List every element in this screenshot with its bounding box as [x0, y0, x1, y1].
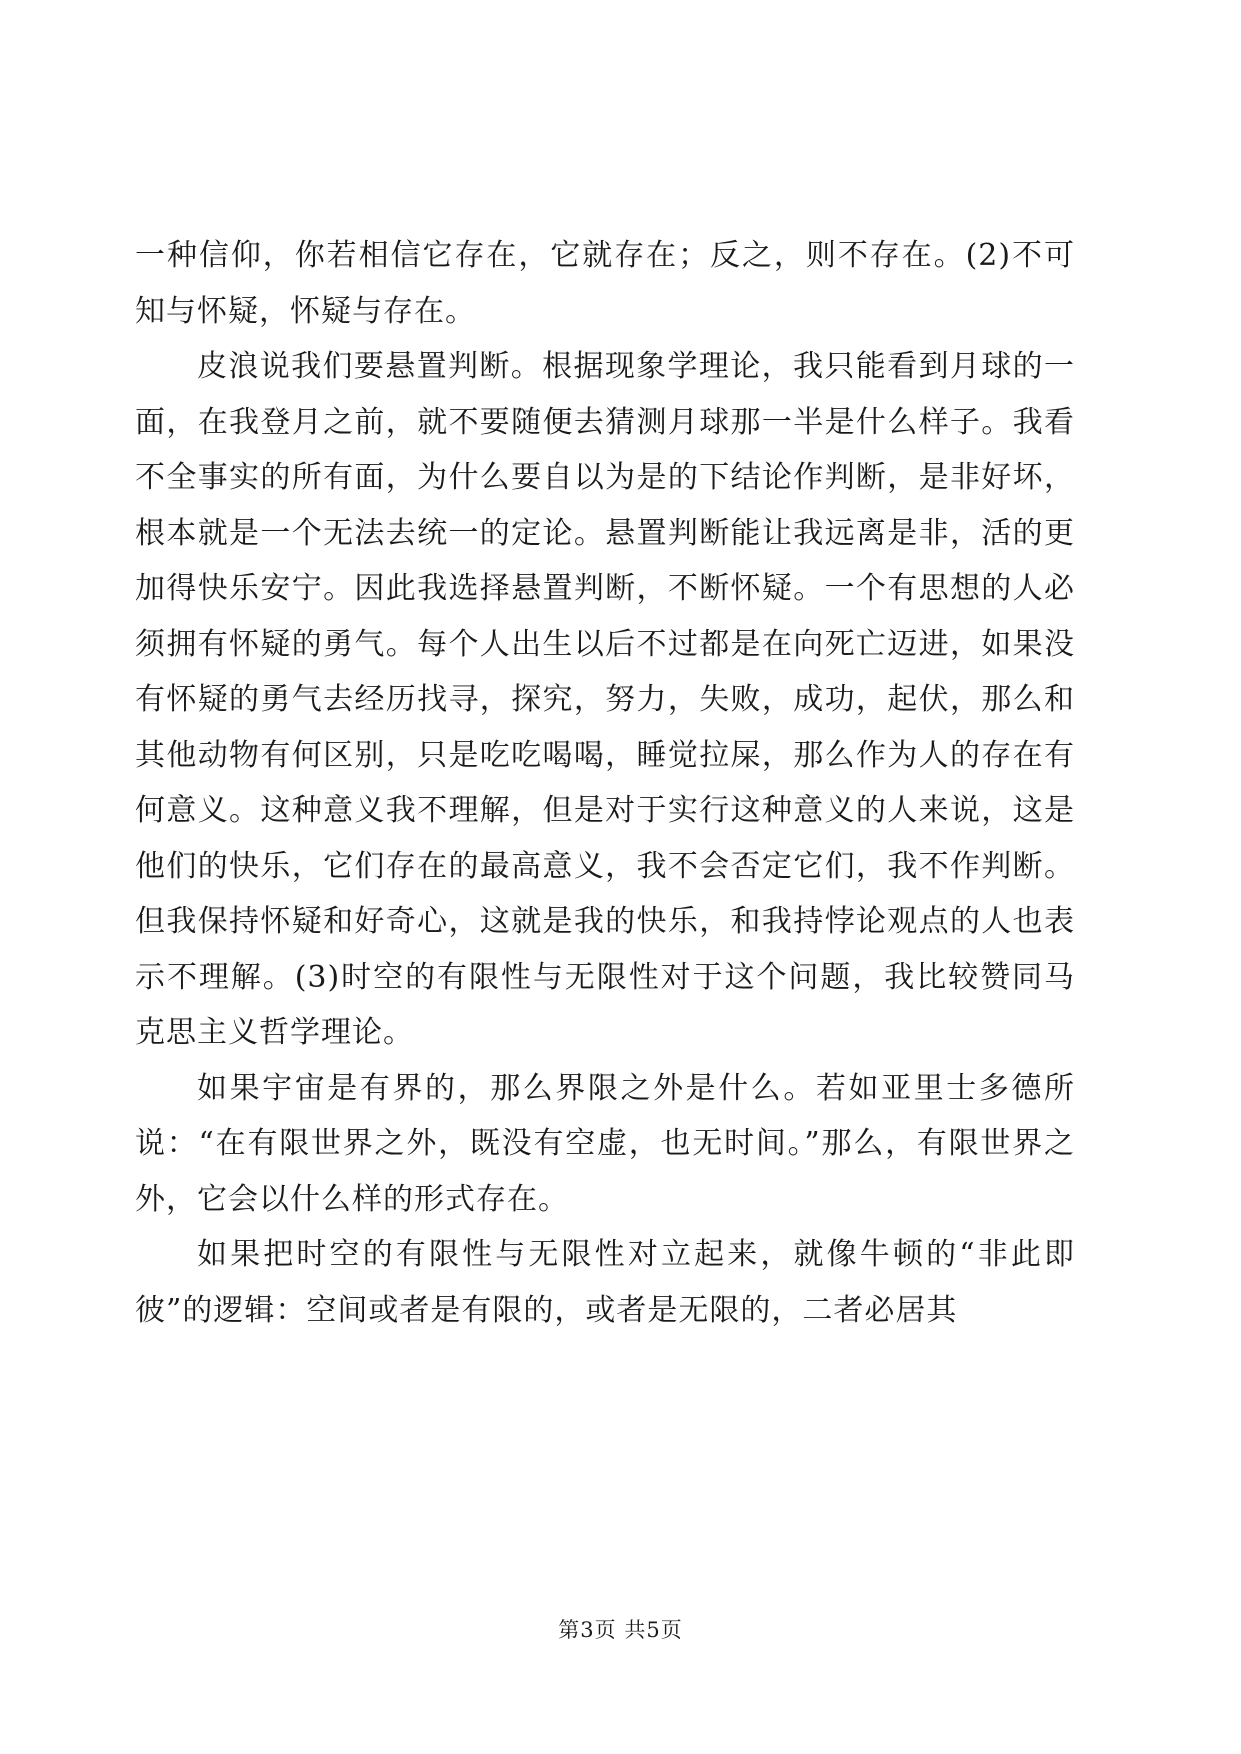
document-body	[135, 228, 1075, 1338]
paragraph-2: 皮浪说我们要悬置判断。根据现象学理论，我只能看到月球的一面，在我登月之前，就不要随便去猜测月球那一半是什么样子。我看不全事实的所有面，为什么要自以为是的下结论作判断，是非好坏，根本就是一个无法去统一的定论。悬置判断能让我远离是非，活的更加得快乐安宁。因此我选择悬置判断，不断怀疑。一个有思想的人必须拥有怀疑的勇气。每个人出生以后不过都是在向死亡迈进，如果没有怀疑的勇气去经历找寻，探究，努力，失败，成功，起伏，那么和其他动物有何区别，只是吃吃喝喝，睡觉拉屎，那么作为人的存在有何意义。这种意义我不理解，但是对于实行这种意义的人来说，这是他们的快乐，它们存在的最高意义，我不会否定它们，我不作判断。但我保持怀疑和好奇心，这就是我的快乐，和我持悖论观点的人也表示不理解。(3)时空的有限性与无限性对于这个问题，我比较赞同马克思主义哲学理论。	[135, 349, 1075, 1050]
paragraph-4: 如果把时空的有限性与无限性对立起来，就像牛顿的“非此即彼”的逻辑：空间或者是有限的，或者是无限的，二者必居其	[135, 1237, 1075, 1328]
paragraph-3: 如果宇宙是有界的，那么界限之外是什么。若如亚里士多德所说：“在有限世界之外，既没有空虚，也无时间。”那么，有限世界之外，它会以什么样的形式存在。	[135, 1070, 1075, 1217]
page-number-footer: 第3页 共5页	[558, 1618, 683, 1642]
paragraph-1: 一种信仰，你若相信它存在，它就存在；反之，则不存在。(2)不可知与怀疑，怀疑与存在。	[135, 238, 1075, 329]
